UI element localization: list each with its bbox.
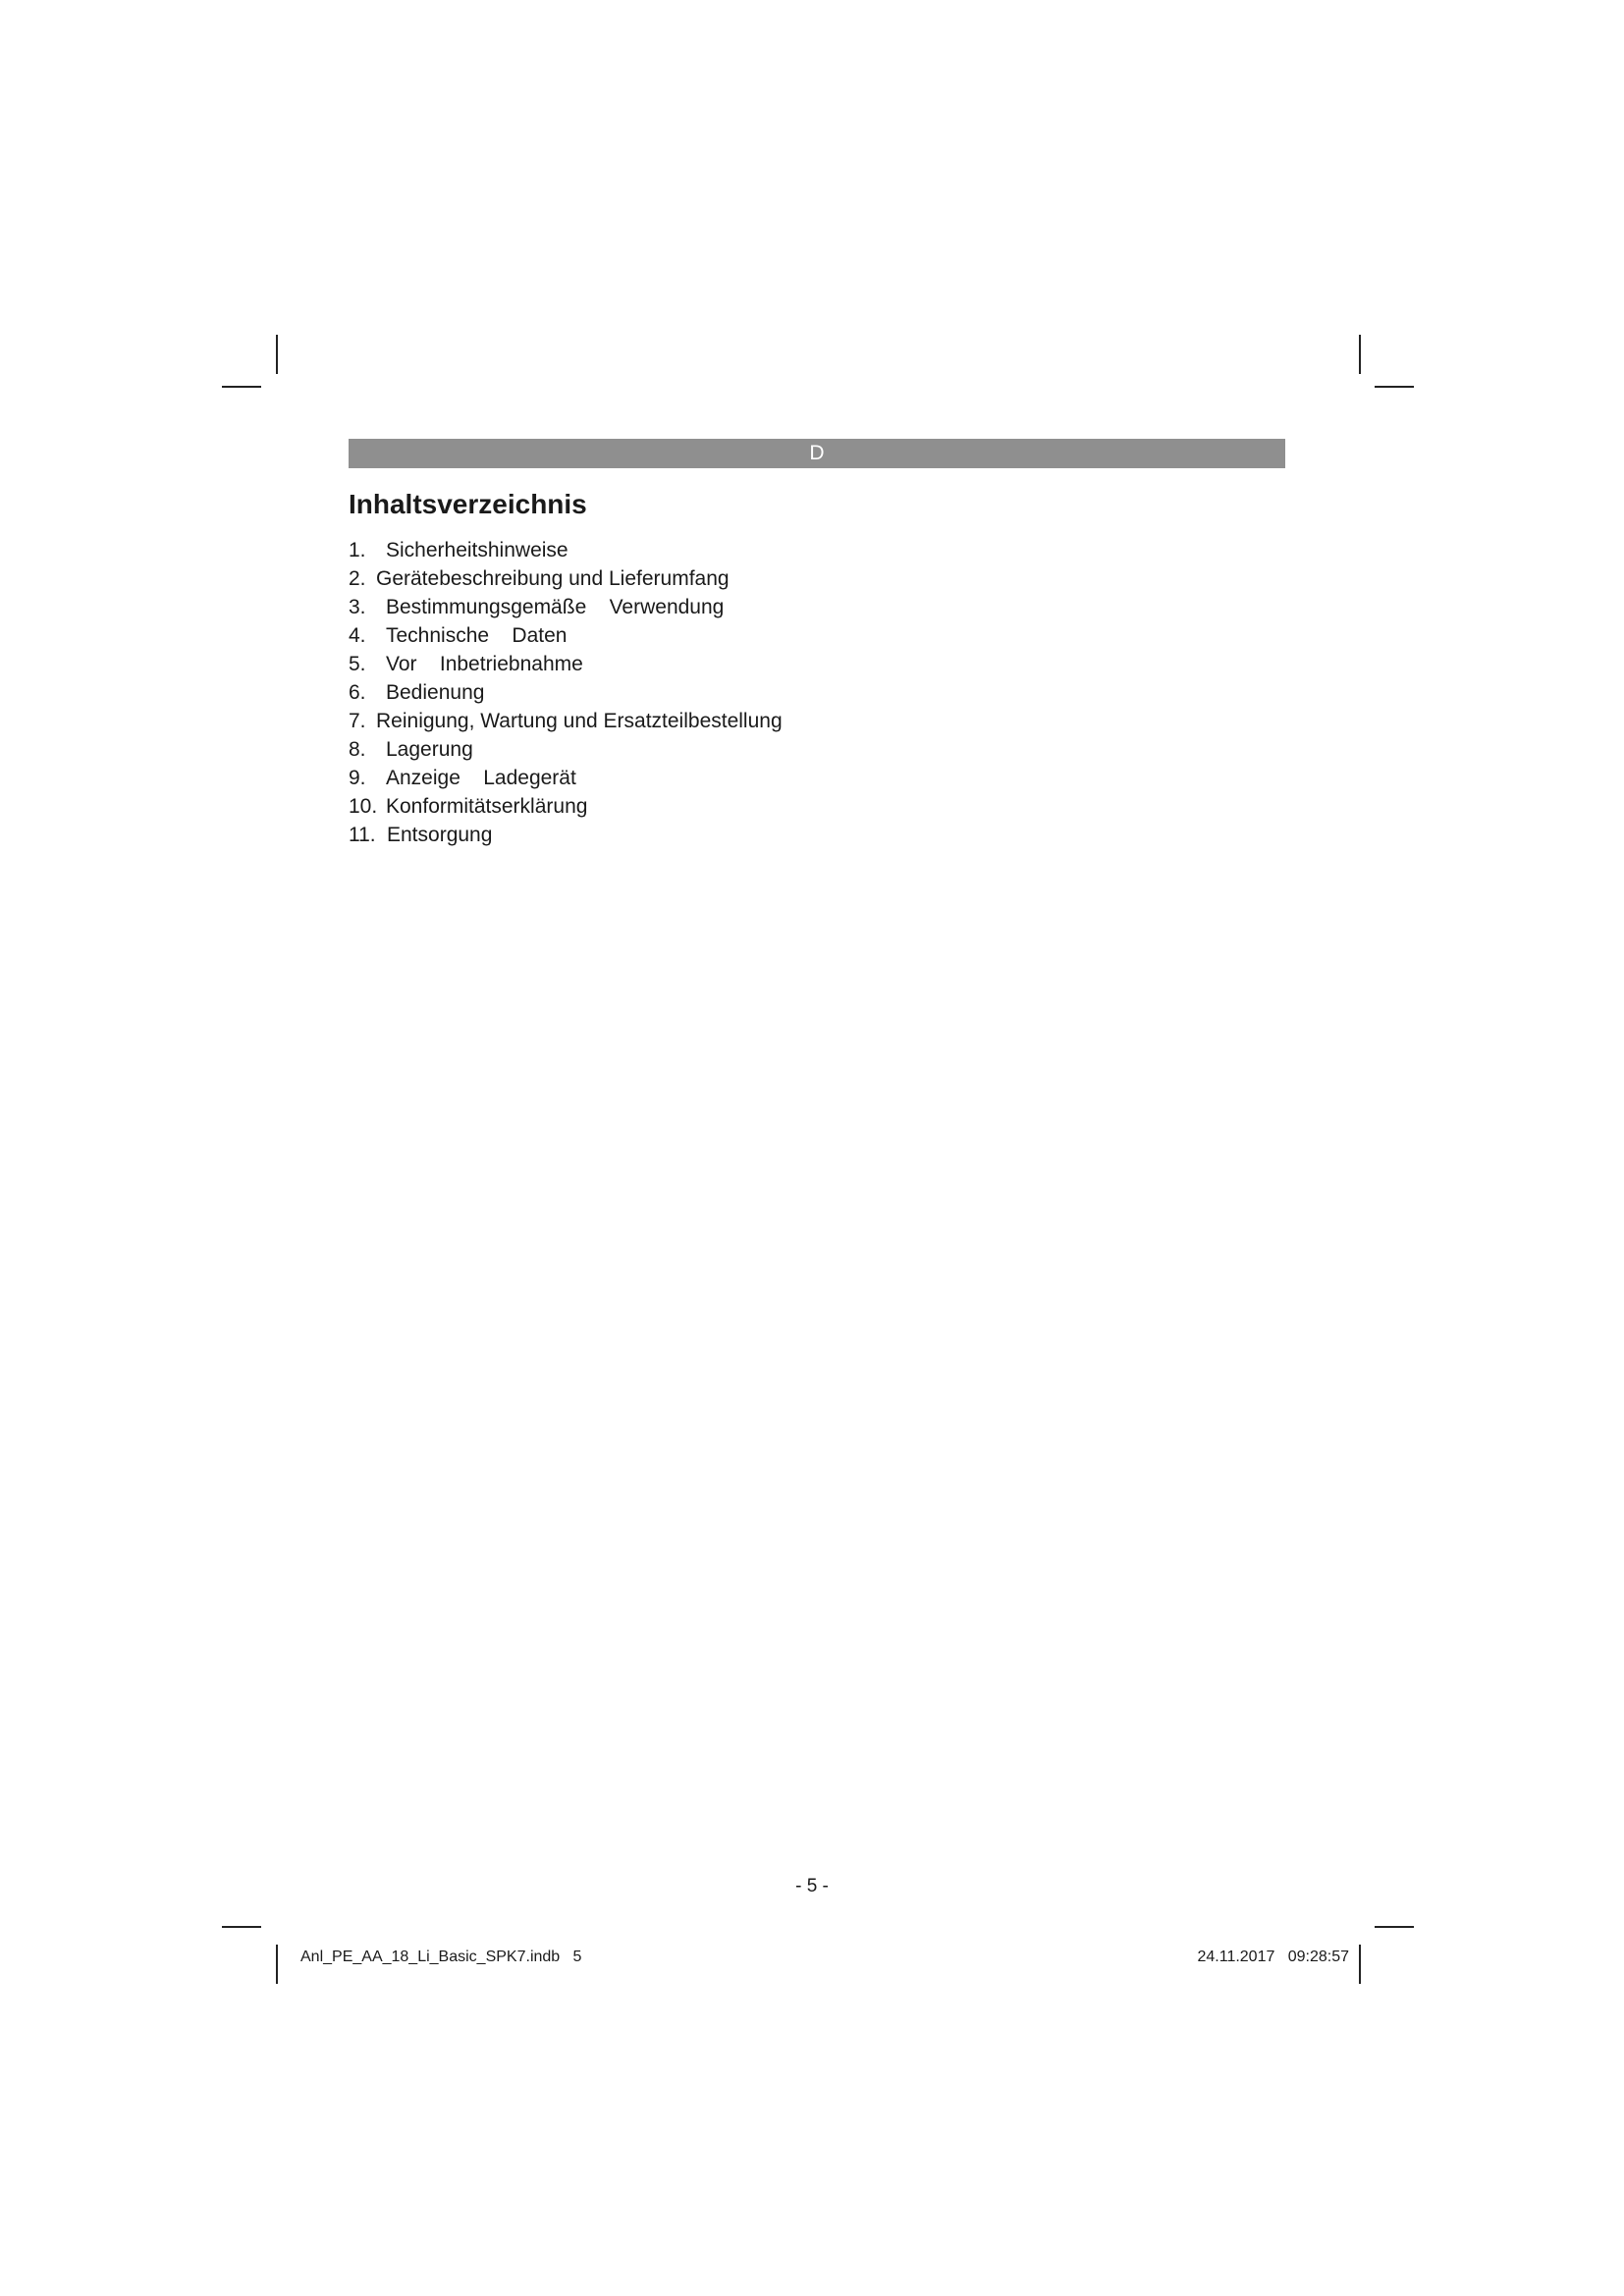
toc-item-text: Entsorgung	[387, 824, 493, 846]
toc-item	[349, 593, 783, 621]
toc-item-number: 9.	[349, 767, 366, 789]
toc-item	[349, 564, 783, 593]
crop-mark-bottom-right-vertical	[1359, 1945, 1361, 1984]
toc-title: Inhaltsverzeichnis	[349, 489, 587, 519]
toc-item-text: Vor Inbetriebnahme	[386, 653, 583, 675]
footer-file-info: Anl_PE_AA_18_Li_Basic_SPK7.indb 5	[300, 1949, 582, 1965]
toc-item	[349, 707, 783, 735]
crop-mark-bottom-right-horizontal	[1375, 1926, 1414, 1928]
crop-mark-top-right-horizontal	[1375, 386, 1414, 388]
toc-item-number: 6.	[349, 681, 366, 704]
crop-mark-bottom-left-horizontal	[222, 1926, 261, 1928]
toc-item-text: Gerätebeschreibung und Lieferumfang	[376, 567, 730, 590]
toc-item	[349, 821, 783, 849]
toc-item-number: 1.	[349, 539, 366, 561]
toc-item-number: 8.	[349, 738, 366, 761]
toc-item	[349, 678, 783, 707]
crop-mark-top-left-horizontal	[222, 386, 261, 388]
toc-item-text: Lagerung	[386, 738, 473, 761]
toc-item-number: 7.	[349, 710, 366, 732]
page-number: - 5 -	[795, 1876, 829, 1896]
crop-mark-top-left-vertical	[276, 335, 278, 374]
toc-item-text: Bestimmungsgemäße Verwendung	[386, 596, 725, 618]
toc-item	[349, 536, 783, 564]
toc-item	[349, 621, 783, 650]
toc-item	[349, 650, 783, 678]
crop-mark-top-right-vertical	[1359, 335, 1361, 374]
toc-item-number: 4.	[349, 624, 366, 647]
toc-item-text: Reinigung, Wartung und Ersatzteilbestellung	[376, 710, 783, 732]
toc-item-text: Bedienung	[386, 681, 485, 704]
toc-item-number: 3.	[349, 596, 366, 618]
toc-item-number: 11.	[349, 824, 376, 846]
toc-item	[349, 735, 783, 764]
toc-item-number: 2.	[349, 567, 366, 590]
toc-item-number: 10.	[349, 795, 378, 818]
toc-item-number: 5.	[349, 653, 366, 675]
toc-item	[349, 764, 783, 792]
language-header-bar	[349, 439, 1285, 468]
language-code: D	[809, 442, 825, 464]
toc-item-text: Konformitätserklärung	[386, 795, 588, 818]
toc-item-text: Technische Daten	[386, 624, 568, 647]
crop-mark-bottom-left-vertical	[276, 1945, 278, 1984]
toc-item	[349, 792, 783, 821]
footer-timestamp: 24.11.2017 09:28:57	[1197, 1949, 1349, 1965]
toc-item-text: Sicherheitshinweise	[386, 539, 568, 561]
toc-item-text: Anzeige Ladegerät	[386, 767, 576, 789]
toc-list	[349, 536, 783, 849]
